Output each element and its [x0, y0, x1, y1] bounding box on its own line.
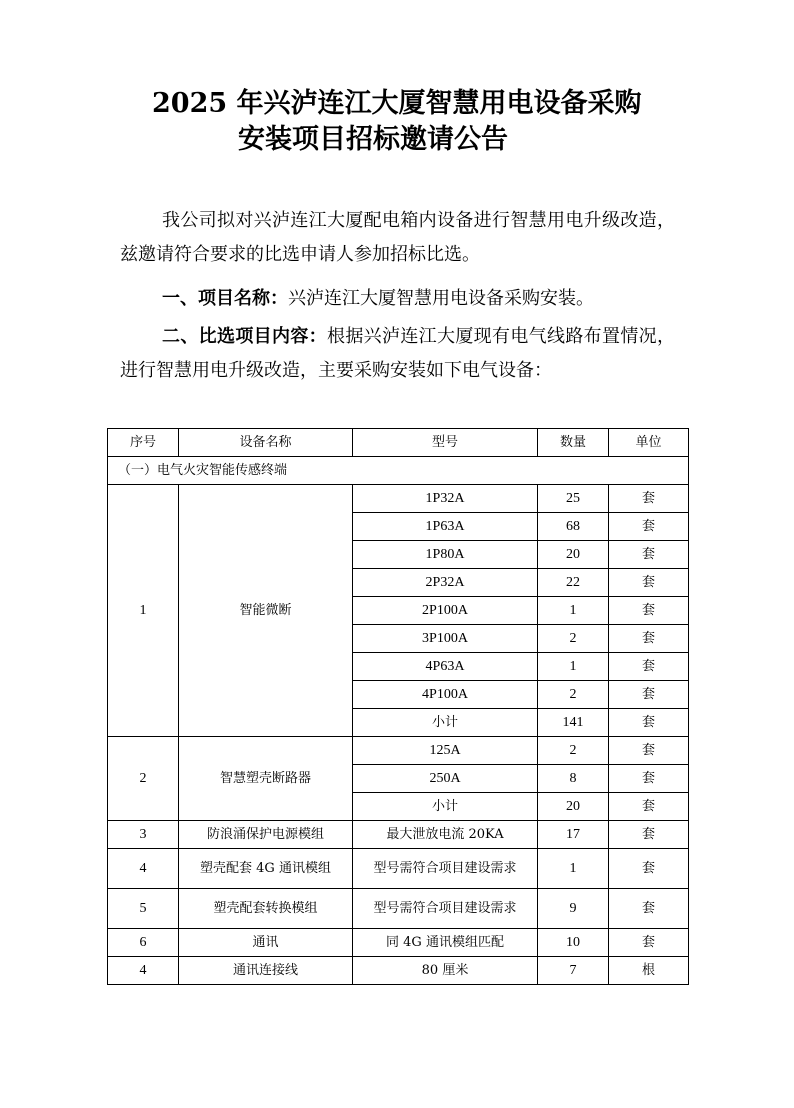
model-cell: 最大泄放电流 20KA [353, 821, 538, 849]
qty-cell: 1 [538, 597, 609, 625]
qty-cell: 2 [538, 681, 609, 709]
qty-cell: 9 [538, 889, 609, 929]
unit-cell: 套 [609, 541, 689, 569]
name-cell: 通讯连接线 [179, 957, 353, 985]
unit-cell: 套 [609, 653, 689, 681]
header-cell-qty: 数量 [538, 429, 609, 457]
qty-cell: 20 [538, 541, 609, 569]
unit-cell: 套 [609, 625, 689, 653]
name-cell: 塑壳配套 4G 通讯模组 [179, 849, 353, 889]
model-cell: 型号需符合项目建设需求 [353, 849, 538, 889]
section-1-label: 一、项目名称： [162, 288, 288, 309]
table-section-row [108, 457, 689, 485]
section-2-text: 根据兴泸连江大厦现有电气线路布置情况，进行智慧用电升级改造，主要采购安装如下电气设备： [120, 326, 675, 381]
unit-cell: 套 [609, 849, 689, 889]
qty-cell: 68 [538, 513, 609, 541]
header-cell-unit: 单位 [609, 429, 689, 457]
header-cell-model: 型号 [353, 429, 538, 457]
table-row [108, 821, 689, 849]
header-cell-name: 设备名称 [179, 429, 353, 457]
table-row [108, 929, 689, 957]
subtotal-qty: 20 [538, 793, 609, 821]
model-cell: 4P100A [353, 681, 538, 709]
qty-cell: 10 [538, 929, 609, 957]
document-title-line-1: 2025 年兴泸连江大厦智慧用电设备采购 [152, 88, 642, 119]
table-row [108, 889, 689, 929]
unit-cell: 套 [609, 485, 689, 513]
unit-cell: 套 [609, 765, 689, 793]
qty-cell: 22 [538, 569, 609, 597]
table-row [108, 485, 689, 513]
model-cell: 2P100A [353, 597, 538, 625]
qty-cell: 8 [538, 765, 609, 793]
unit-cell: 套 [609, 821, 689, 849]
no-cell: 3 [108, 821, 179, 849]
table-row [108, 737, 689, 765]
name-cell: 通讯 [179, 929, 353, 957]
no-cell: 5 [108, 889, 179, 929]
group-2-no: 2 [108, 737, 179, 821]
table-row [108, 957, 689, 985]
group-2-name: 智慧塑壳断路器 [179, 737, 353, 821]
unit-cell: 根 [609, 957, 689, 985]
qty-cell: 2 [538, 737, 609, 765]
unit-cell: 套 [609, 889, 689, 929]
model-cell: 250A [353, 765, 538, 793]
document-title-line-2: 安装项目招标邀请公告 [238, 124, 508, 155]
group-1-name: 智能微断 [179, 485, 353, 737]
model-cell: 3P100A [353, 625, 538, 653]
no-cell: 6 [108, 929, 179, 957]
unit-cell: 套 [609, 793, 689, 821]
subtotal-label: 小计 [353, 709, 538, 737]
subtotal-qty: 141 [538, 709, 609, 737]
name-cell: 塑壳配套转换模组 [179, 889, 353, 929]
model-cell: 4P63A [353, 653, 538, 681]
qty-cell: 25 [538, 485, 609, 513]
unit-cell: 套 [609, 681, 689, 709]
qty-cell: 1 [538, 849, 609, 889]
equipment-table [107, 428, 689, 985]
unit-cell: 套 [609, 569, 689, 597]
unit-cell: 套 [609, 929, 689, 957]
unit-cell: 套 [609, 737, 689, 765]
model-cell: 125A [353, 737, 538, 765]
name-cell: 防浪涌保护电源模组 [179, 821, 353, 849]
qty-cell: 1 [538, 653, 609, 681]
model-cell: 型号需符合项目建设需求 [353, 889, 538, 929]
header-cell-no: 序号 [108, 429, 179, 457]
section-1-paragraph [120, 282, 675, 316]
section-2-label: 二、比选项目内容： [162, 326, 327, 347]
model-cell: 同 4G 通讯模组匹配 [353, 929, 538, 957]
group-1-no: 1 [108, 485, 179, 737]
table-row [108, 849, 689, 889]
table-header-row [108, 429, 689, 457]
section-1-text: 兴泸连江大厦智慧用电设备采购安装。 [288, 288, 594, 309]
qty-cell: 7 [538, 957, 609, 985]
section-2-paragraph [120, 320, 675, 388]
no-cell: 4 [108, 957, 179, 985]
model-cell: 1P80A [353, 541, 538, 569]
section-row-label: （一）电气火灾智能传感终端 [108, 457, 689, 485]
subtotal-label: 小计 [353, 793, 538, 821]
qty-cell: 2 [538, 625, 609, 653]
model-cell: 1P32A [353, 485, 538, 513]
unit-cell: 套 [609, 709, 689, 737]
intro-paragraph: 我公司拟对兴泸连江大厦配电箱内设备进行智慧用电升级改造，兹邀请符合要求的比选申请人参加招标比选。 [120, 210, 675, 265]
qty-cell: 17 [538, 821, 609, 849]
unit-cell: 套 [609, 597, 689, 625]
model-cell: 80 厘米 [353, 957, 538, 985]
model-cell: 2P32A [353, 569, 538, 597]
model-cell: 1P63A [353, 513, 538, 541]
unit-cell: 套 [609, 513, 689, 541]
no-cell: 4 [108, 849, 179, 889]
